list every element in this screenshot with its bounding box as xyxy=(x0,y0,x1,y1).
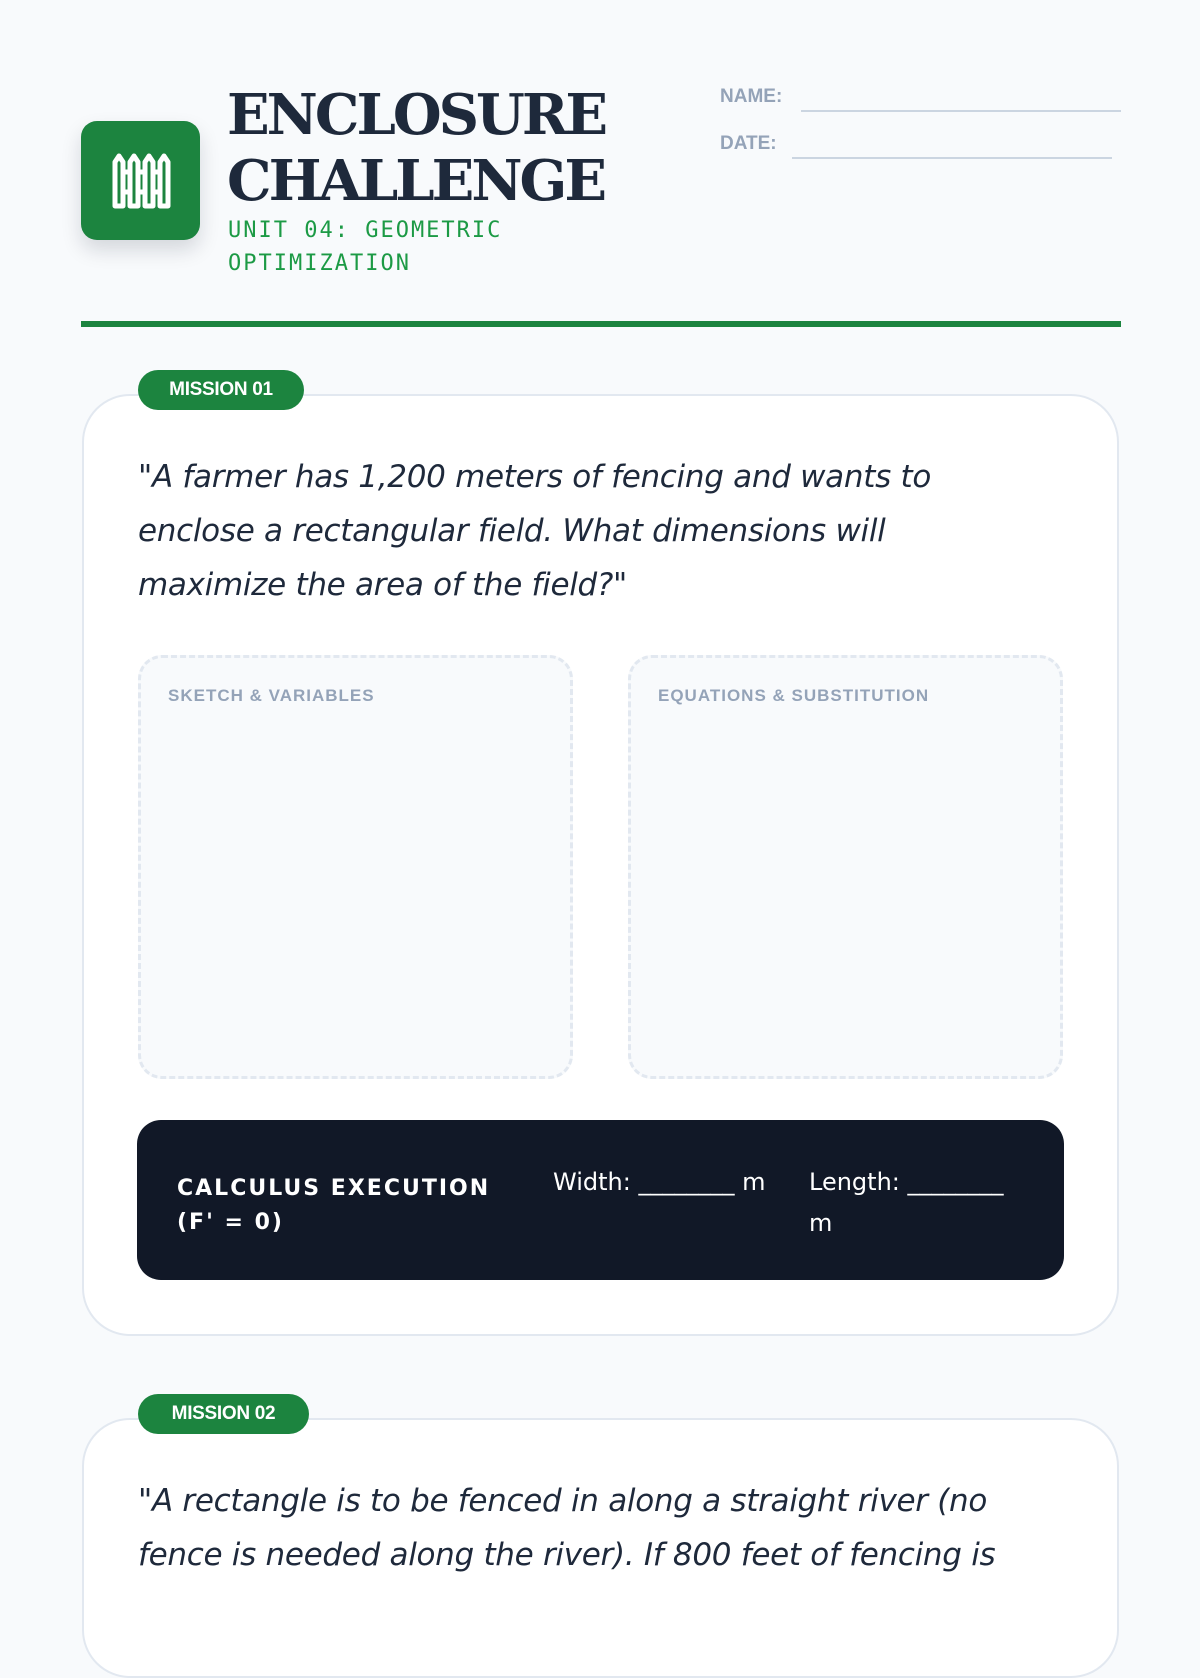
problem-statement: "A rectangle is to be fenced in along a straight river (no fence is needed along the river). If 800 feet of fencing is xyxy=(138,1483,996,1573)
mission-badge: MISSION 01 xyxy=(138,370,304,410)
date-label: DATE: xyxy=(720,133,777,154)
page-subtitle: UNIT 04: GEOMETRIC OPTIMIZATION xyxy=(228,218,503,276)
sketch-label: SKETCH & VARIABLES xyxy=(168,686,375,705)
header-divider xyxy=(81,321,1121,327)
mission-badge: MISSION 02 xyxy=(138,1394,309,1434)
page-title: ENCLOSURE CHALLENGE xyxy=(227,82,606,214)
date-field[interactable] xyxy=(792,157,1112,159)
width-answer[interactable]: Width: ________ m xyxy=(553,1168,766,1196)
equations-label: EQUATIONS & SUBSTITUTION xyxy=(658,686,930,705)
name-label: NAME: xyxy=(720,86,783,107)
equations-workspace[interactable] xyxy=(628,655,1063,1079)
length-answer[interactable]: Length: ________ m xyxy=(809,1168,1004,1237)
calculus-execution-title: CALCULUS EXECUTION (F' = 0) xyxy=(177,1176,491,1235)
logo-badge xyxy=(81,121,200,240)
problem-statement: "A farmer has 1,200 meters of fencing and wants to enclose a rectangular field. What dimensions will maximize the area of the field?" xyxy=(138,459,931,603)
calculus-execution-panel xyxy=(137,1120,1064,1280)
fence-icon xyxy=(109,152,173,210)
name-field[interactable] xyxy=(801,110,1121,112)
sketch-workspace[interactable] xyxy=(138,655,573,1079)
